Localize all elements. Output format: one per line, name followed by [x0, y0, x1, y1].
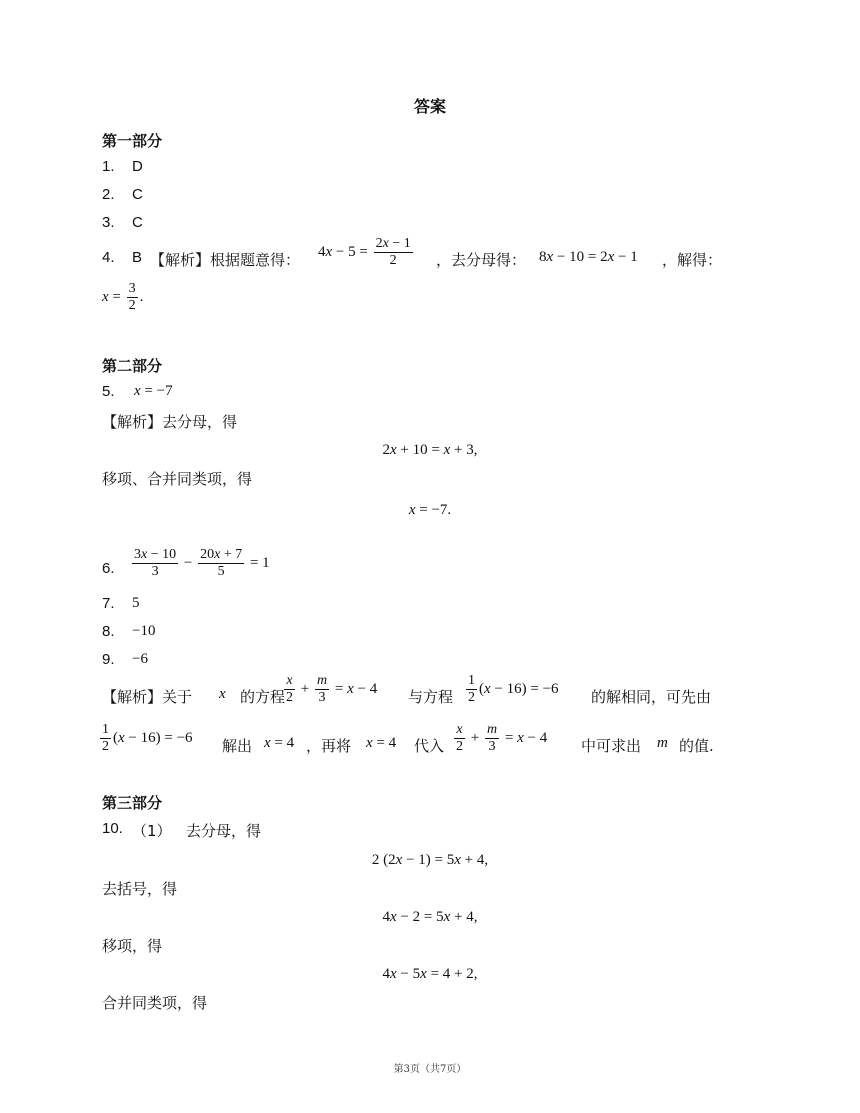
- q10-sub-label: （1）: [132, 822, 172, 840]
- part1-heading: 第一部分: [102, 132, 163, 150]
- q2-answer: C: [132, 186, 143, 203]
- q4-number: 4.: [102, 249, 115, 266]
- q3-answer: C: [132, 214, 143, 231]
- q4-text-2: ，去分母得：: [436, 251, 527, 269]
- q9-text-8: 中可求出: [581, 737, 642, 755]
- q5-equation-1: 2x + 10 = x + 3,: [382, 442, 478, 458]
- q10-step-1: 去分母，得: [186, 822, 262, 840]
- q5-equation-2: x = −7.: [408, 502, 452, 518]
- q9-equation-3: $\frac{1}{2}$ (x − 16) = −6: [102, 722, 193, 754]
- q5-analysis-label: 【解析】去分母，得: [102, 413, 238, 431]
- q9-text-1: 【解析】关于: [102, 688, 193, 706]
- q5-number: 5.: [102, 383, 115, 400]
- q9-text-3: 与方程: [408, 688, 454, 706]
- q9-equation-1: $\frac{x}{2}$ + $\frac{m}{3}$ = x − 4: [286, 673, 378, 705]
- q8-number: 8.: [102, 623, 115, 640]
- q5-step-1: 移项、合并同类项，得: [102, 470, 253, 488]
- q9-text-9: 的值.: [679, 737, 714, 755]
- q9-var-m: m: [657, 735, 668, 751]
- q7-answer: 5: [132, 595, 140, 611]
- q1-number: 1.: [102, 158, 115, 175]
- q10-number: 10.: [102, 820, 123, 837]
- q10-equation-2: 4x − 2 = 5x + 4,: [382, 909, 478, 925]
- q9-equation-4: $\frac{x}{2}$ + $\frac{m}{3}$ = x − 4: [456, 722, 548, 754]
- q10-equation-1: 2 (2x − 1) = 5x + 4,: [371, 852, 489, 868]
- q4-answer: B: [132, 249, 143, 266]
- q9-text-5: 解出: [222, 737, 253, 755]
- q10-step-3: 移项，得: [102, 937, 163, 955]
- q9-equation-2: $\frac{1}{2}$ (x − 16) = −6: [468, 673, 559, 705]
- q10-step-2: 去括号，得: [102, 880, 178, 898]
- page-title: 答案: [413, 97, 446, 116]
- q4-solution: x = $\frac{3}{2}$ .: [102, 281, 144, 313]
- q9-substitute: x = 4: [366, 735, 397, 751]
- q9-text-2: 的方程: [240, 688, 286, 706]
- q4-equation-1: 4x − 5 = $\frac{2x - 1}{2}$: [318, 236, 411, 268]
- q9-text-7: 代入: [414, 737, 445, 755]
- q10-step-4: 合并同类项，得: [102, 994, 208, 1012]
- q10-equation-3: 4x − 5x = 4 + 2,: [382, 966, 478, 982]
- q9-text-4: 的解相同，可先由: [591, 688, 712, 706]
- q7-number: 7.: [102, 595, 115, 612]
- q8-answer: −10: [132, 623, 156, 639]
- q6-answer: $\frac{3x - 10}{3}$ − $\frac{20x + 7}{5}$ = 1: [134, 547, 270, 579]
- part3-heading: 第三部分: [102, 794, 163, 812]
- part2-heading: 第二部分: [102, 357, 163, 375]
- q4-text-3: ，解得：: [662, 251, 723, 269]
- q3-number: 3.: [102, 214, 115, 231]
- q5-answer: x = −7: [134, 383, 173, 399]
- q4-equation-2: 8x − 10 = 2x − 1: [539, 249, 638, 265]
- page-footer: 第3页（共7页）: [393, 1064, 467, 1075]
- q4-analysis-label: 【解析】根据题意得：: [150, 251, 301, 269]
- q1-answer: D: [132, 158, 143, 175]
- q9-var-x: x: [219, 686, 226, 702]
- q9-number: 9.: [102, 651, 115, 668]
- q2-number: 2.: [102, 186, 115, 203]
- q9-answer: −6: [132, 651, 148, 667]
- q6-number: 6.: [102, 560, 115, 577]
- q9-text-6: ，再将: [306, 737, 352, 755]
- q9-solution: x = 4: [264, 735, 295, 751]
